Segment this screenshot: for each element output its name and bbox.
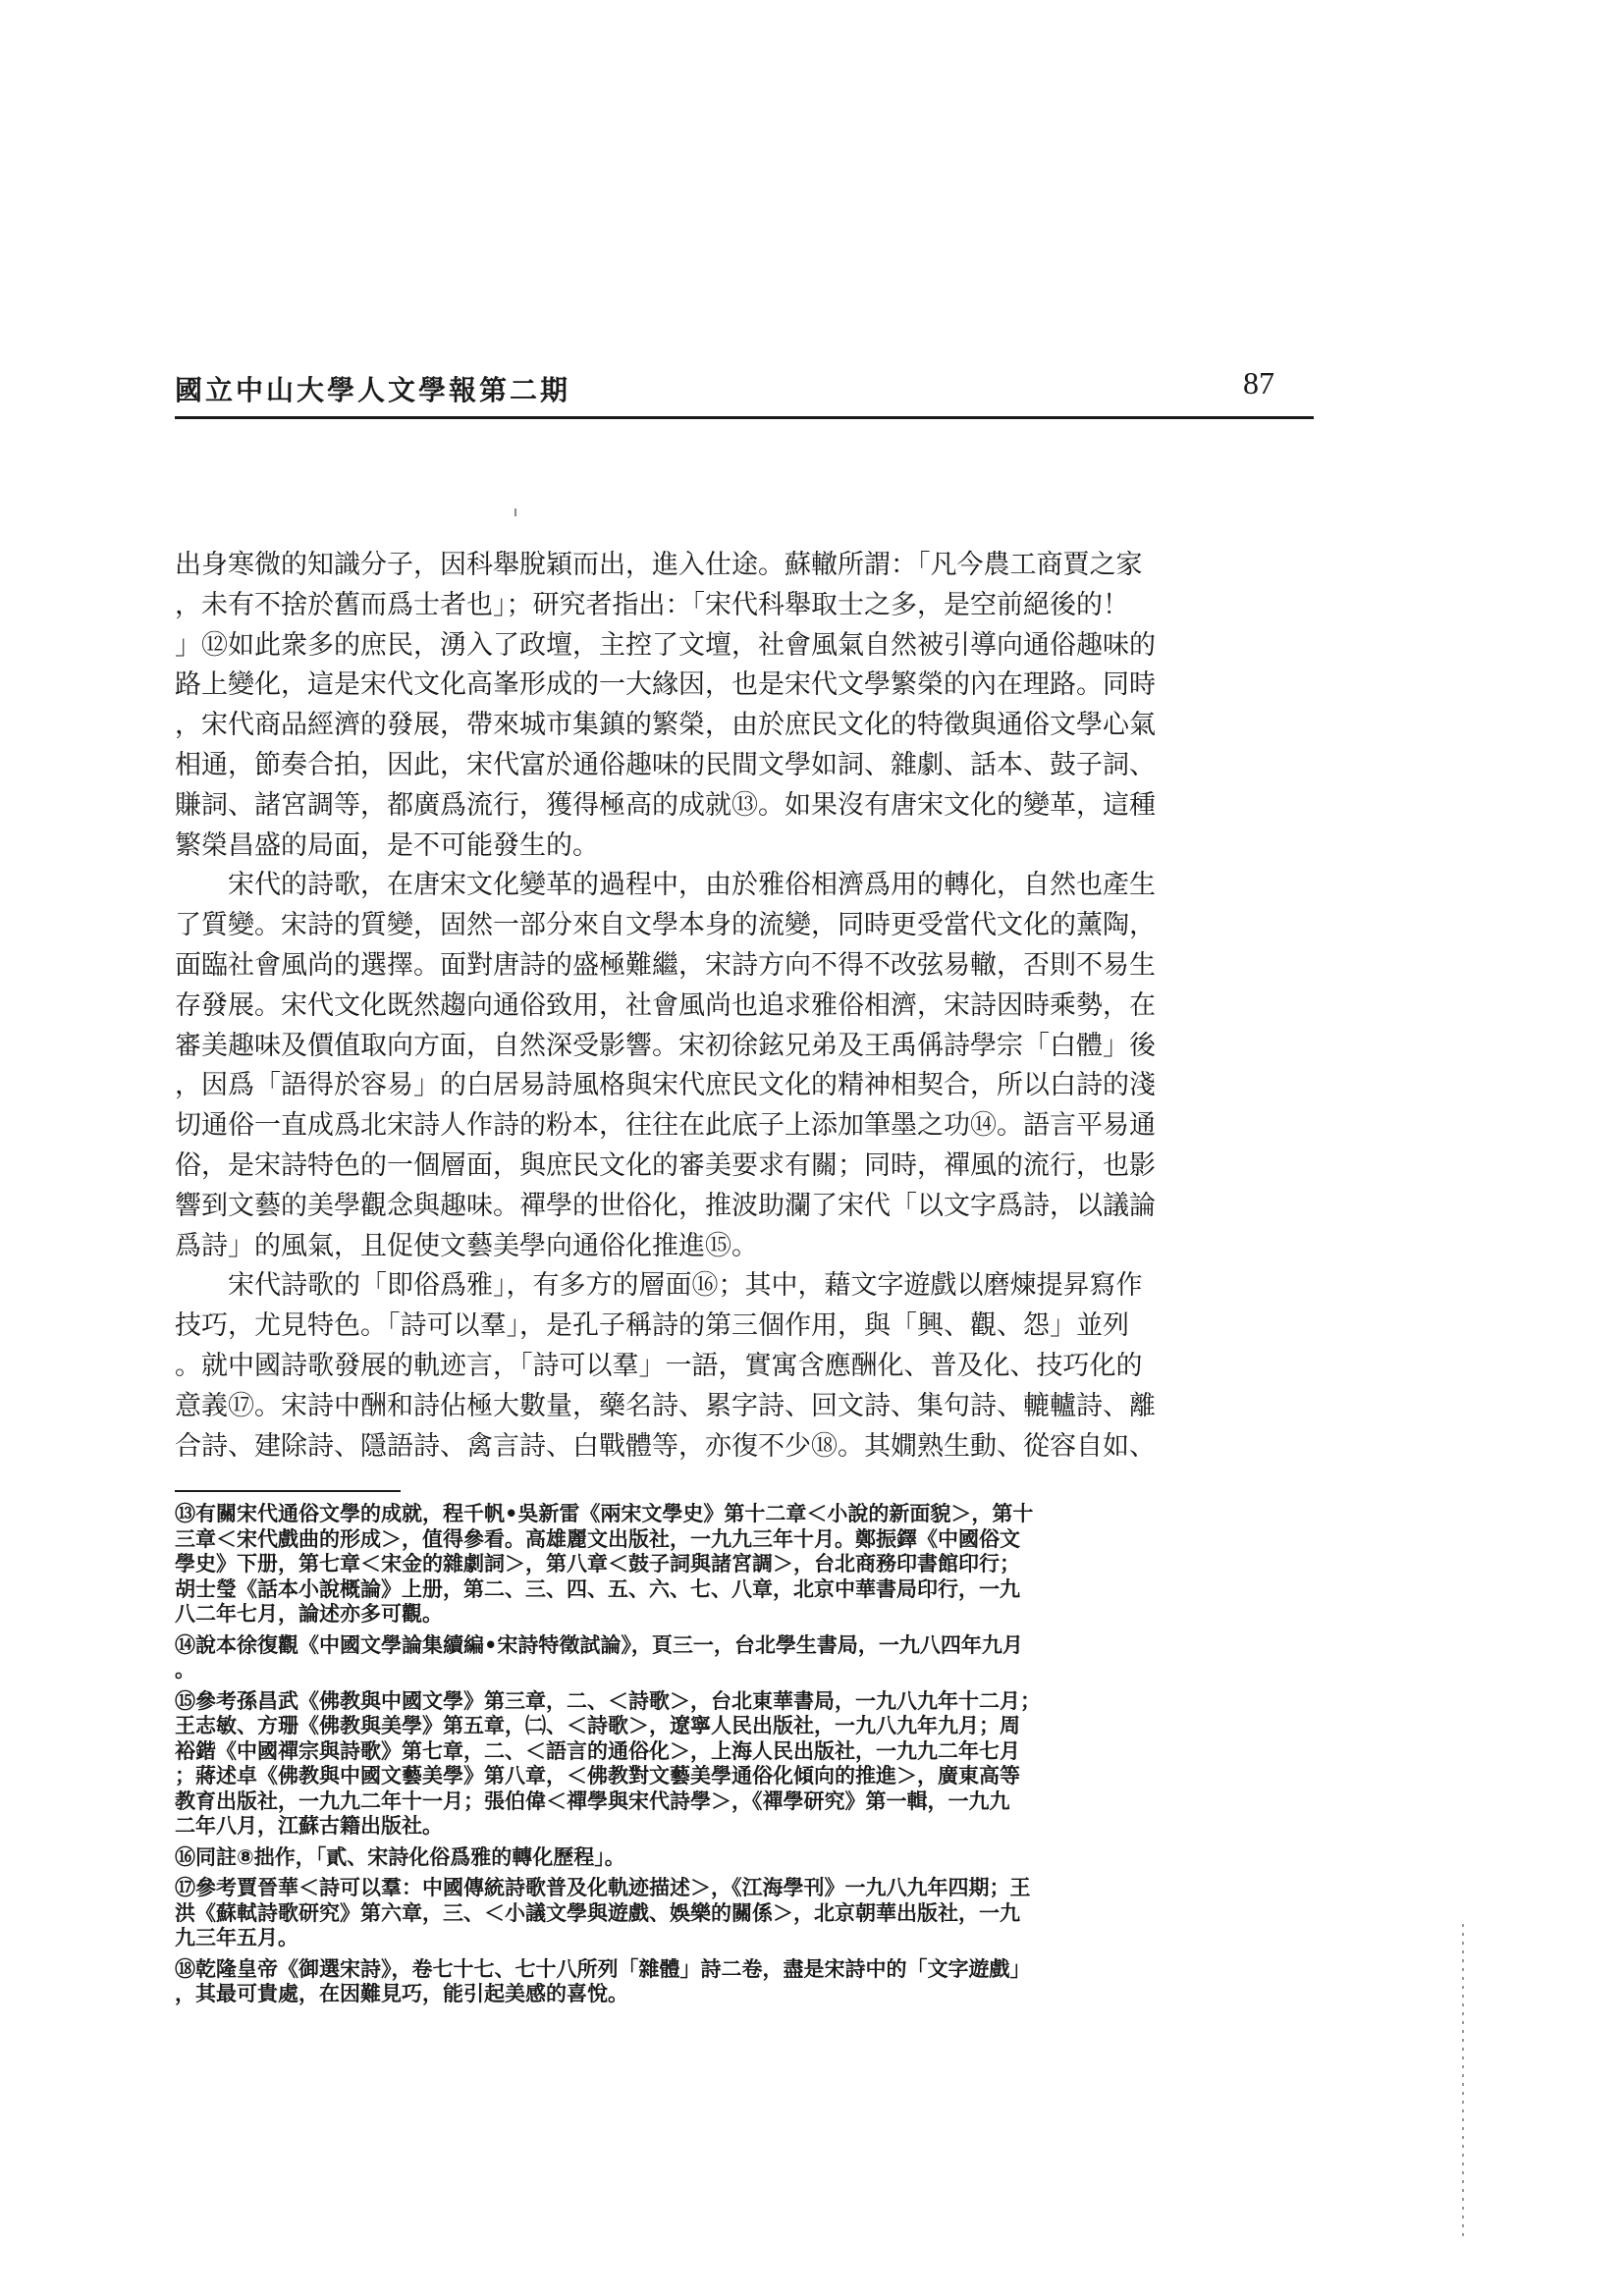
footnote-line: 胡士瑩《話本小說概論》上册，第二、三、四、五、六、七、八章，北京中華書局印行，一九 (175, 1576, 1020, 1601)
body-line: 」⑫如此衆多的庶民，湧入了政壇，主控了文壇，社會風氣自然被引導向通俗趣味的 (175, 629, 1156, 661)
footnote-line: 八二年七月，論述亦多可觀。 (175, 1602, 443, 1626)
journal-title: 國立中山大學人文學報第二期 (175, 374, 571, 406)
footnote-line: ；蔣述卓《佛教與中國文藝美學》第八章，＜佛教對文藝美學通俗化傾向的推進＞，廣東高等 (175, 1764, 1020, 1788)
footnote-line: ⑭說本徐復觀《中國文學論集續編•宋詩特徵試論》，頁三一，台北學生書局，一九八四年九月 (175, 1632, 1023, 1657)
footnote-line: 學史》下册，第七章＜宋金的雜劇詞＞，第八章＜鼓子詞與諸宮調＞，台北商務印書館印行； (175, 1552, 1020, 1575)
footnote-line: 教育出版社，一九九二年十一月；張伯偉＜禪學與宋代詩學＞，《禪學研究》第一輯，一九九 (175, 1789, 1010, 1813)
header-rule (175, 416, 1314, 419)
body-line: 出身寒微的知識分子，因科舉脫穎而出，進入仕途。蘇轍所謂：「凡今農工商賈之家 (175, 550, 1143, 580)
page-number: 87 (1243, 365, 1274, 400)
scan-margin-line (1462, 1924, 1464, 2238)
footnote (175, 1689, 1265, 1840)
body-line: 合詩、建除詩、隱語詩、禽言詩、白戰體等，亦復不少⑱。其嫺熟生動、從容自如、 (175, 1430, 1156, 1462)
footnote-line: 裕鍇《中國禪宗與詩歌》第七章，二、＜語言的通俗化＞，上海人民出版社，一九九二年七月 (175, 1738, 1020, 1763)
body-line: 存發展。宋代文化既然趨向通俗致用，社會風尚也追求雅俗相濟，宋詩因時乘勢，在 (175, 989, 1156, 1021)
body-line: 了質變。宋詩的質變，固然一部分來自文學本身的流變，同時更受當代文化的薰陶， (175, 910, 1156, 941)
footnote (175, 1845, 1265, 1871)
footnote (175, 1876, 1265, 1951)
body-line: 面臨社會風尚的選擇。面對唐詩的盛極難繼，宋詩方向不得不改弦易轍，否則不易生 (175, 949, 1156, 981)
body-line: 爲詩」的風氣，且促使文藝美學向通俗化推進⑮。 (175, 1230, 758, 1261)
footnote-line: 王志敏、方珊《佛教與美學》第五章，㈡、＜詩歌＞，遼寧人民出版社，一九八九年九月；周 (175, 1714, 1020, 1737)
footnote-line: ⑯同註⑧拙作，「貳、宋詩化俗爲雅的轉化歷程」。 (175, 1844, 625, 1869)
footnote-rule (175, 1490, 401, 1492)
footnotes (175, 1502, 1265, 2013)
body-line: 意義⑰。宋詩中酬和詩佔極大數量，藥名詩、累字詩、回文詩、集句詩、轆轤詩、離 (175, 1390, 1156, 1421)
footnote (175, 1957, 1265, 2007)
body-line: 路上變化，這是宋代文化高峯形成的一大緣因，也是宋代文學繁榮的內在理路。同時 (175, 669, 1156, 701)
body-line: 賺詞、諸宮調等，都廣爲流行，獲得極高的成就⑬。如果沒有唐宋文化的變革，這種 (175, 789, 1156, 821)
body-line: 切通俗一直成爲北宋詩人作詩的粉本，往往在此底子上添加筆墨之功⑭。語言平易通 (175, 1110, 1156, 1142)
footnote-line: ⑰參考賈晉華＜詩可以羣：中國傳統詩歌普及化軌迹描述＞，《江海學刊》一九八九年四期；王 (175, 1876, 1031, 1899)
footnote-line: 。 (175, 1658, 195, 1682)
body-line: ，因爲「語得於容易」的白居易詩風格與宋代庶民文化的精神相契合，所以白詩的淺 (175, 1070, 1156, 1101)
running-header (175, 361, 1314, 416)
body-text (175, 546, 1255, 1467)
footnote (175, 1502, 1265, 1628)
body-line: 俗，是宋詩特色的一個層面，與庶民文化的審美要求有關；同時，禪風的流行，也影 (175, 1149, 1156, 1181)
body-line: 審美趣味及價值取向方面，自然深受影響。宋初徐鉉兄弟及王禹偁詩學宗「白體」後 (175, 1030, 1156, 1061)
footnote-line: 九三年五月。 (175, 1926, 298, 1949)
footnote-line: 三章＜宋代戲曲的形成＞，值得參看。高雄麗文出版社，一九九三年十月。鄭振鐸《中國俗文 (175, 1526, 1020, 1551)
body-line: ，宋代商品經濟的發展，帶來城市集鎮的繁榮，由於庶民文化的特徵與通俗文學心氣 (175, 710, 1156, 741)
body-line: 技巧，尤見特色。「詩可以羣」，是孔子稱詩的第三個作用，與「興、觀、怨」並列 (175, 1310, 1129, 1342)
footnote-line: ⑮參考孫昌武《佛教與中國文學》第三章，二、＜詩歌＞，台北東華書局，一九八九年十二月； (175, 1688, 1041, 1713)
footnote-line: ⑱乾隆皇帝《御選宋詩》，卷七十七、七十八所列「雜體」詩二卷，盡是宋詩中的「文字遊戲」 (175, 1956, 1031, 1981)
body-line: 繁榮昌盛的局面，是不可能發生的。 (175, 829, 599, 861)
footnote-line: ⑬有關宋代通俗文學的成就，程千帆•吳新雷《兩宋文學史》第十二章＜小說的新面貌＞，第十 (175, 1502, 1034, 1525)
body-line: 相通，節奏合拍，因此，宋代富於通俗趣味的民間文學如詞、雜劇、話本、鼓子詞、 (175, 749, 1156, 780)
body-line: ，未有不捨於舊而爲士者也」；研究者指出：「宋代科舉取士之多，是空前絕後的！ (175, 589, 1129, 620)
footnote-line: 洪《蘇軾詩歌研究》第六章，三、＜小議文學與遊戲、娛樂的關係＞，北京朝華出版社，一九 (175, 1900, 1020, 1925)
body-line: 宋代詩歌的「即俗爲雅」，有多方的層面⑯；其中，藉文字遊戲以磨煉提昇寫作 (175, 1270, 1143, 1302)
body-line: 宋代的詩歌，在唐宋文化變革的過程中，由於雅俗相濟爲用的轉化，自然也產生 (175, 870, 1156, 901)
scan-speck (514, 508, 516, 516)
footnote (175, 1633, 1265, 1683)
body-line: 。就中國詩歌發展的軌迹言，「詩可以羣」一語，實寓含應酬化、普及化、技巧化的 (175, 1350, 1143, 1381)
footnote-line: ，其最可貴處，在因難見巧，能引起美感的喜悅。 (175, 1982, 628, 2005)
body-line: 響到文藝的美學觀念與趣味。禪學的世俗化，推波助瀾了宋代「以文字爲詩，以議論 (175, 1190, 1156, 1221)
footnote-line: 二年八月，江蘇古籍出版社。 (175, 1814, 443, 1838)
